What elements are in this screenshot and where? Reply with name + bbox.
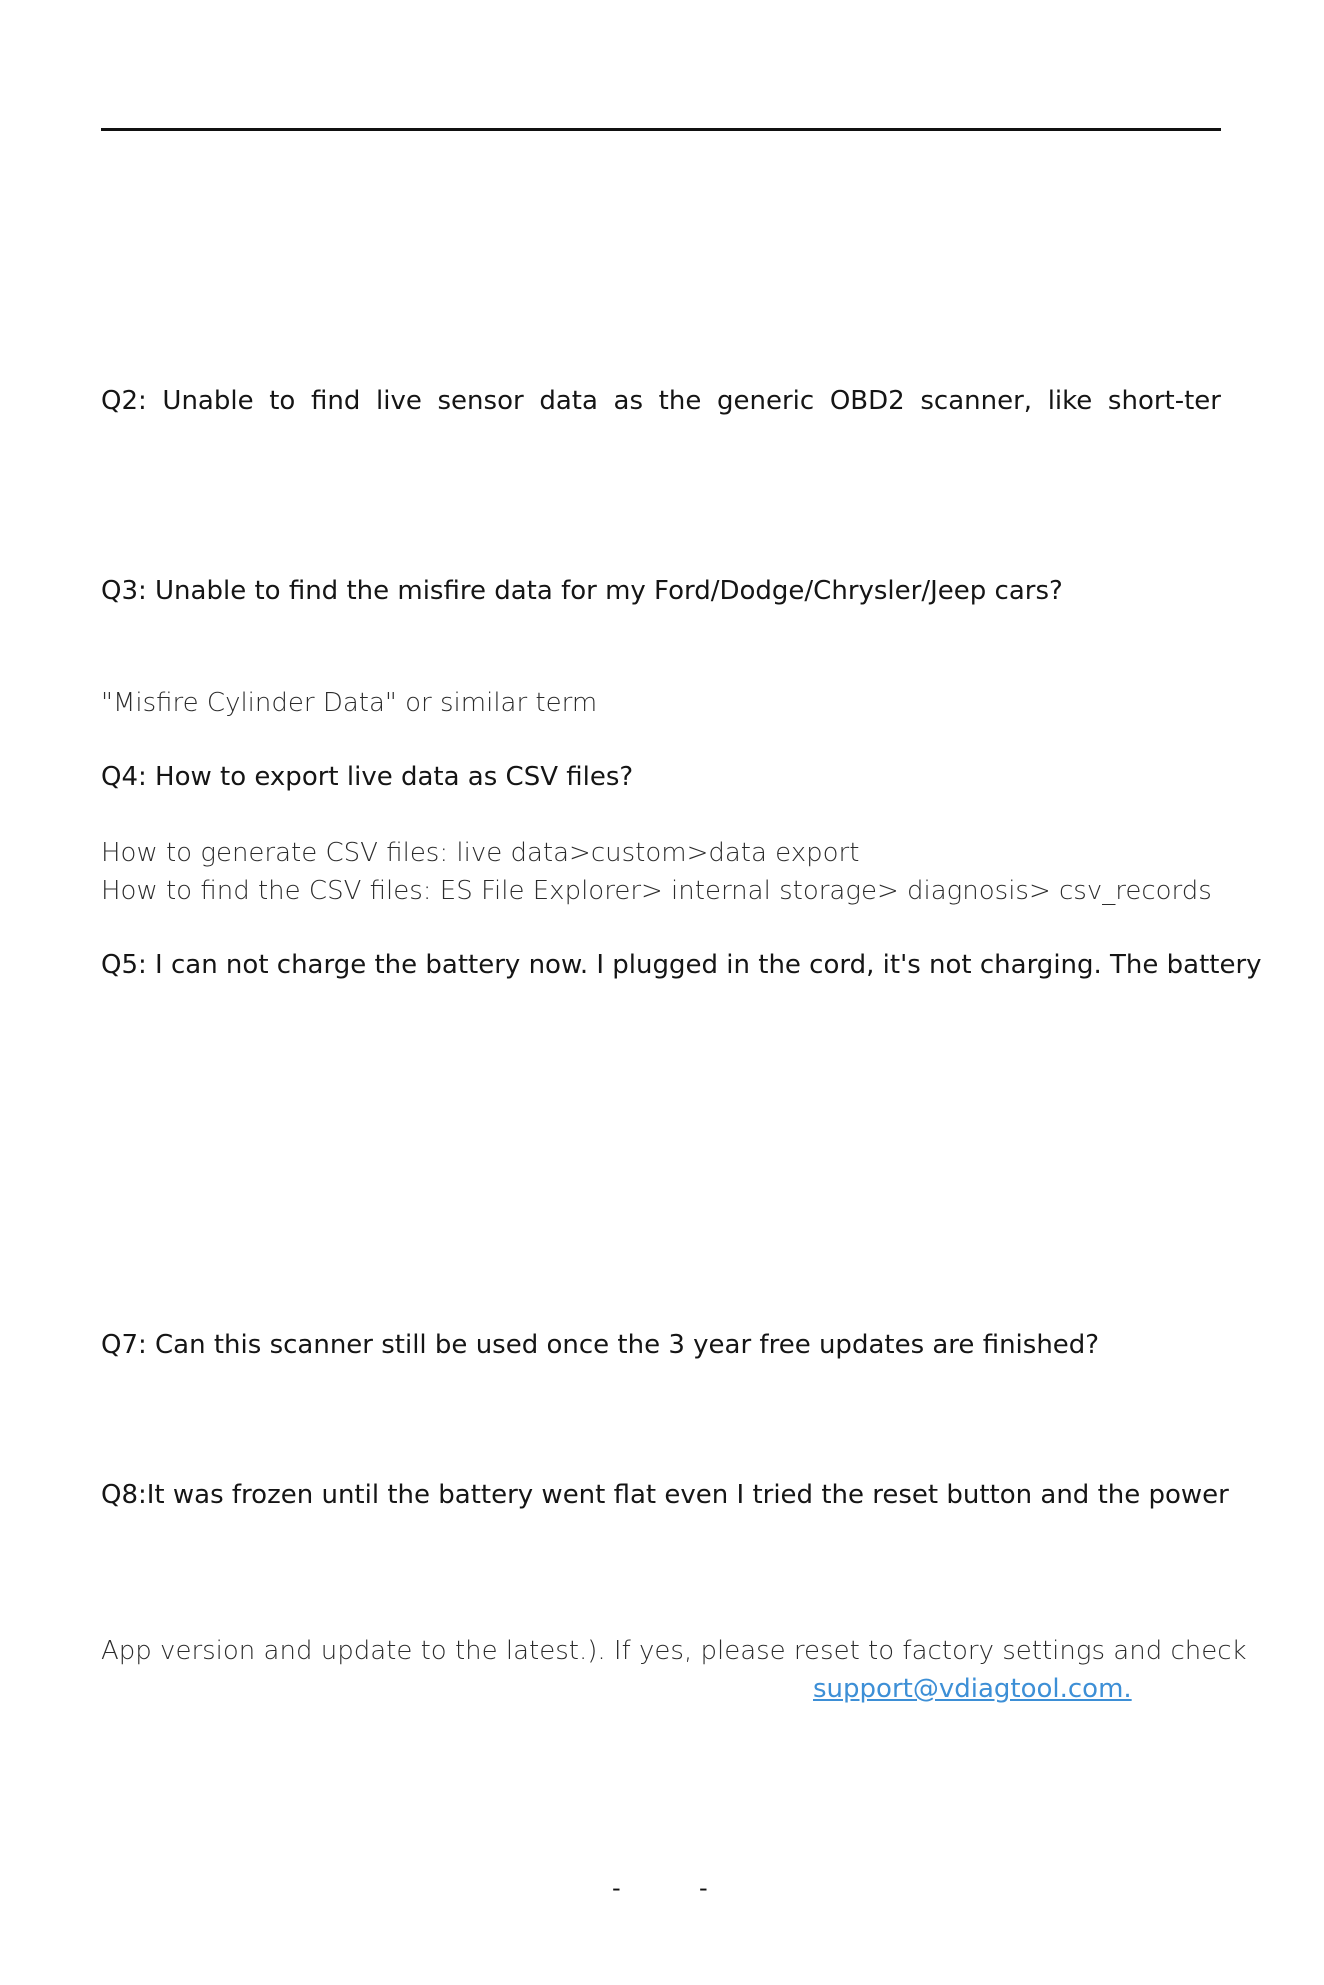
question-q2: Q2: Unable to find live sensor data as the generic OBD2 scanner, like short-ter — [101, 386, 1221, 416]
question-q8: Q8:It was frozen until the battery went flat even I tried the reset button and the power — [101, 1480, 1229, 1510]
page-number-dash-left: - — [612, 1874, 621, 1902]
support-email-link[interactable]: support@vdiagtool.com. — [813, 1674, 1132, 1704]
question-q3: Q3: Unable to find the misfire data for my Ford/Dodge/Chrysler/Jeep cars? — [101, 576, 1063, 606]
answer-q4-line-2: How to find the CSV files: ES File Explorer> internal storage> diagnosis> csv_records — [101, 876, 1212, 906]
answer-q4-line-1: How to generate CSV files: live data>custom>data export — [101, 838, 860, 868]
header-rule — [101, 128, 1221, 131]
question-q5: Q5: I can not charge the battery now. I plugged in the cord, it's not charging. The battery — [101, 950, 1262, 980]
question-q7: Q7: Can this scanner still be used once the 3 year free updates are finished? — [101, 1330, 1100, 1360]
answer-q3: "Misfire Cylinder Data" or similar term — [101, 688, 598, 718]
question-q4: Q4: How to export live data as CSV files? — [101, 762, 634, 792]
answer-q8-line: App version and update to the latest.). If yes, please reset to factory settings and check — [101, 1636, 1247, 1666]
page-number-dash-right: - — [699, 1874, 708, 1902]
